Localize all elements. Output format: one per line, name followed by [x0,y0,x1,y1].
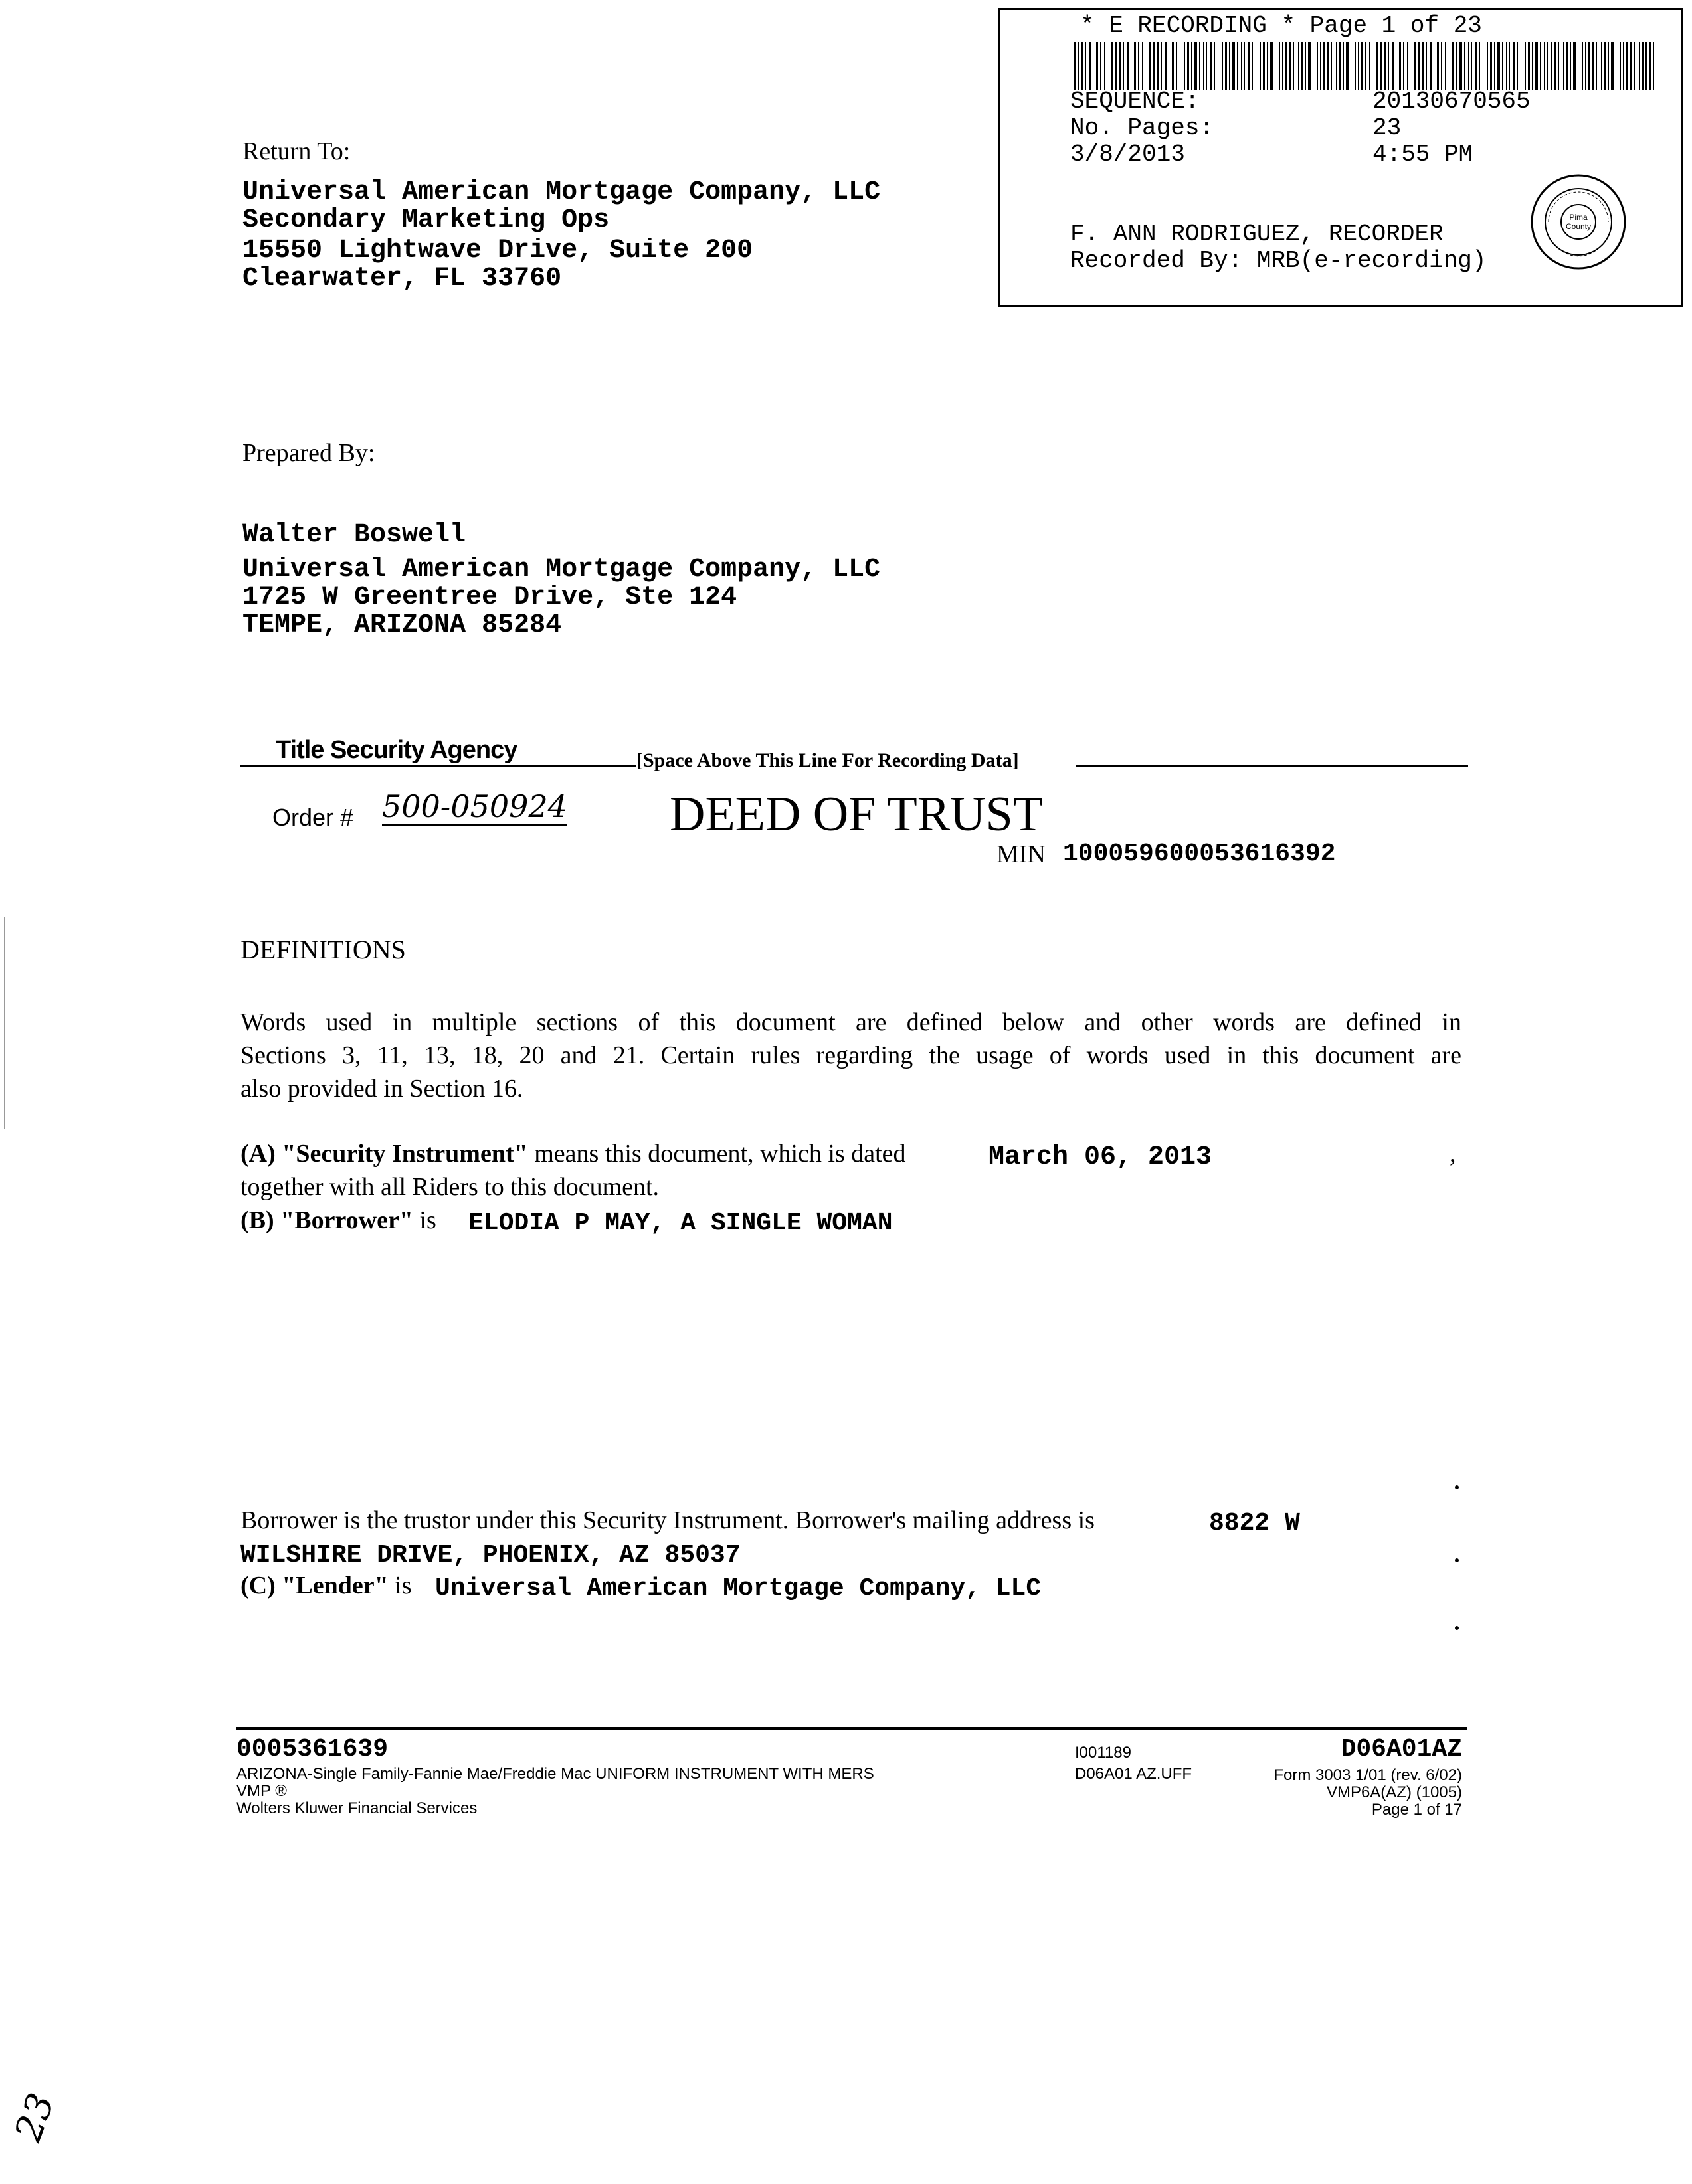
prepared-by-label: Prepared By: [242,439,375,467]
handwritten-page-count: 23 [7,2088,64,2147]
pages-label: No. Pages: [1070,114,1214,141]
borrower-address-line-1: 8822 W [1209,1509,1300,1538]
min-label: MIN [996,840,1046,868]
definition-b [240,1204,436,1237]
trustor-statement: Borrower is the trustor under this Security Instrument. Borrower's mailing address is [240,1506,1095,1534]
document-code: D06A01AZ [1341,1735,1462,1764]
recording-date: 3/8/2013 [1070,141,1185,168]
definitions-intro-line-1: Words used in multiple sections of this document are defined below and other words are defined in [240,1008,1461,1036]
space-above-label: [Space Above This Line For Recording Data] [636,749,1019,771]
definition-c-term: "Lender" [282,1572,389,1599]
definition-a-comma: , [1450,1140,1456,1168]
prepared-by-line-2: Universal American Mortgage Company, LLC [242,555,881,585]
prepared-by-line-4: TEMPE, ARIZONA 85284 [242,610,562,640]
return-to-line-4: Clearwater, FL 33760 [242,264,562,294]
vmp-code: VMP6A(AZ) (1005) [1326,1783,1462,1801]
definition-c-tag: (C) [240,1572,276,1599]
definition-b-tag: (B) [240,1206,274,1234]
sequence-label: SEQUENCE: [1070,88,1200,115]
recorded-by: Recorded By: MRB(e-recording) [1070,247,1487,274]
publisher: Wolters Kluwer Financial Services [236,1799,478,1817]
loan-number: 0005361639 [236,1735,389,1764]
order-label: Order # [272,804,354,831]
borrower-name: ELODIA P MAY, A SINGLE WOMAN [468,1209,893,1237]
definition-a-continuation: together with all Riders to this document. [240,1173,660,1201]
recorder-name: F. ANN RODRIGUEZ, RECORDER [1070,221,1444,248]
definitions-intro-line-2: Sections 3, 11, 13, 18, 20 and 21. Certain rules regarding the usage of words used in this document are [240,1042,1461,1069]
definition-a [240,1137,906,1170]
page-number: Page 1 of 17 [1371,1801,1462,1819]
form-number: Form 3003 1/01 (rev. 6/02) [1273,1766,1462,1784]
definition-b-text: is [419,1206,436,1234]
definition-c [240,1569,412,1602]
county-recorder-seal [1529,172,1628,272]
recording-header: * E RECORDING * Page 1 of 23 [1080,12,1482,39]
footer-rule [236,1727,1467,1730]
instrument-date: March 06, 2013 [988,1142,1212,1172]
order-number: 500-050924 [382,788,567,824]
definitions-heading: DEFINITIONS [240,935,406,964]
margin-dot [1455,1558,1459,1562]
barcode [1074,42,1658,90]
footer-code-2: D06A01 AZ.UFF [1075,1765,1192,1783]
form-description: ARIZONA-Single Family-Fannie Mae/Freddie Mac UNIFORM INSTRUMENT WITH MERS [236,1765,874,1783]
return-to-line-1: Universal American Mortgage Company, LLC [242,177,881,207]
svg-text:County: County [1565,222,1592,231]
recording-line-right [1076,765,1468,767]
definition-a-term: "Security Instrument" [282,1140,528,1168]
definition-c-text: is [395,1572,412,1599]
recording-time: 4:55 PM [1372,141,1473,168]
sequence-value: 20130670565 [1372,88,1531,115]
definition-a-text: means this document, which is dated [534,1140,906,1168]
return-to-line-3: 15550 Lightwave Drive, Suite 200 [242,236,753,266]
recording-stamp-box [998,8,1683,307]
recording-line-left [240,765,636,767]
margin-dot [1455,1626,1459,1630]
footer-code-1: I001189 [1075,1744,1131,1762]
document-title: DEED OF TRUST [670,787,1043,842]
borrower-address-line-2: WILSHIRE DRIVE, PHOENIX, AZ 85037 [240,1541,741,1570]
definition-a-tag: (A) [240,1140,276,1168]
scan-edge-mark [4,917,5,1129]
prepared-by-line-1: Walter Boswell [242,520,466,550]
definitions-intro-line-3: also provided in Section 16. [240,1075,523,1103]
title-agency-stamp: Title Security Agency [276,736,517,764]
definition-b-term: "Borrower" [280,1206,413,1234]
prepared-by-line-3: 1725 W Greentree Drive, Ste 124 [242,583,737,612]
lender-name: Universal American Mortgage Company, LLC [435,1574,1042,1603]
svg-text:Pima: Pima [1569,213,1588,222]
min-value: 100059600053616392 [1063,840,1336,868]
return-to-line-2: Secondary Marketing Ops [242,205,610,235]
vmp-label: VMP ® [236,1782,287,1800]
return-to-label: Return To: [242,137,351,165]
pages-value: 23 [1372,114,1402,141]
margin-dot [1455,1485,1459,1489]
